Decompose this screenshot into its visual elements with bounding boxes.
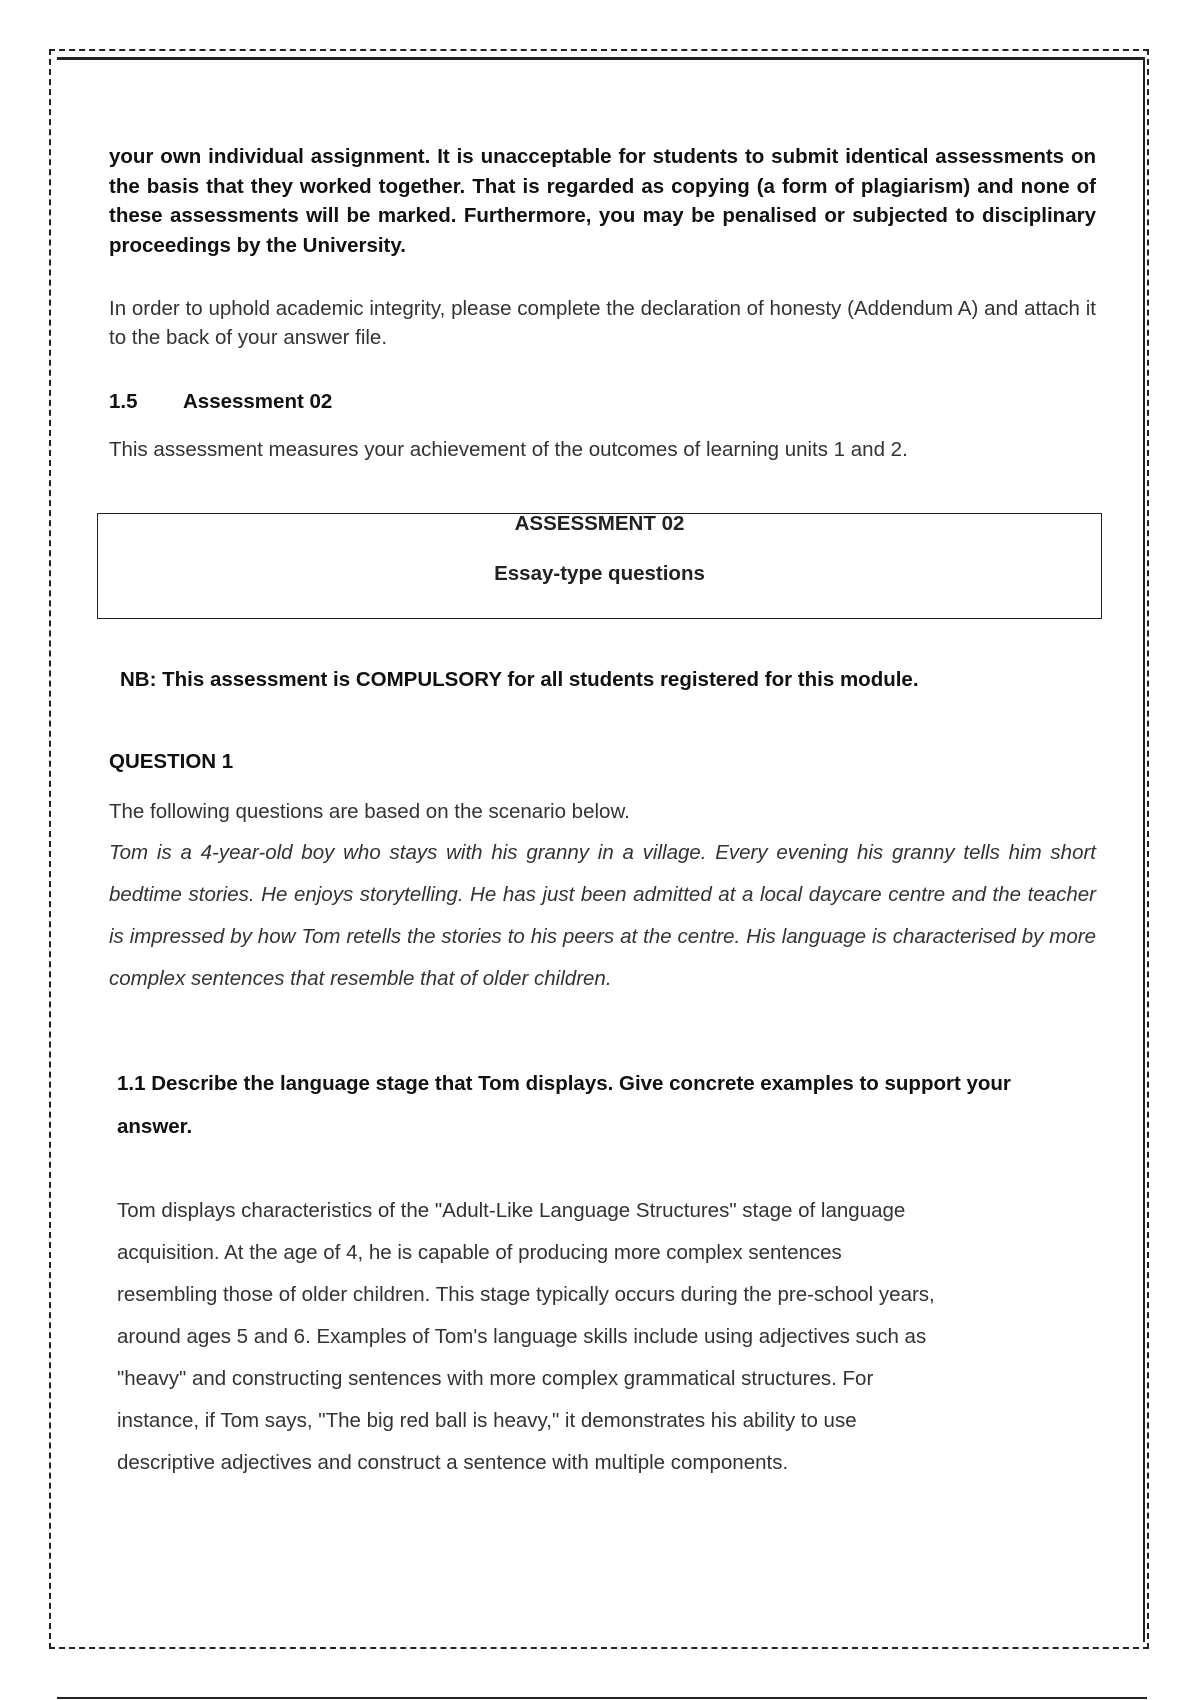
- answer-line: Tom displays characteristics of the "Adult-Like Language Structures" stage of language: [117, 1199, 906, 1222]
- section-heading: [109, 390, 1096, 414]
- section-number: 1.5: [109, 390, 138, 413]
- question-lead: The following questions are based on the scenario below.: [109, 800, 630, 823]
- answer-line: descriptive adjectives and construct a sentence with multiple components.: [117, 1451, 789, 1474]
- answer-line: around ages 5 and 6. Examples of Tom's language skills include using adjectives such as: [117, 1325, 927, 1348]
- section-text: This assessment measures your achievement of the outcomes of learning units 1 and 2.: [109, 438, 908, 461]
- question-heading: QUESTION 1: [109, 750, 234, 773]
- answer-line: instance, if Tom says, "The big red ball is heavy," it demonstrates his ability to use: [117, 1409, 857, 1432]
- assessment-box-title: ASSESSMENT 02: [514, 512, 685, 535]
- plagiarism-warning: your own individual assignment. It is unacceptable for students to submit identical assessments on the basis that they worked together. That is regarded as copying (a form of plagiarism) and none of these assessments will be marked. Furthermore, you may be penalised or subjected to disciplinary proceedings by the University.: [109, 145, 1096, 257]
- border-rule-right: [1143, 57, 1145, 1642]
- answer-line: acquisition. At the age of 4, he is capable of producing more complex sentences: [117, 1241, 842, 1264]
- question-1-1: 1.1 Describe the language stage that Tom displays. Give concrete examples to support your answer.: [117, 1072, 1011, 1138]
- scenario-text: Tom is a 4-year-old boy who stays with his granny in a village. Every evening his granny tells him short bedtime stories. He enjoys storytelling. He has just been admitted at a local daycare centre and the teacher is impressed by how Tom retells the stories to his peers at the centre. His language is characterised by more complex sentences that resemble that of older children.: [109, 841, 1096, 990]
- assessment-box: [97, 513, 1102, 619]
- section-title: Assessment 02: [183, 390, 333, 413]
- header-rule: [57, 57, 1143, 60]
- answer-line: "heavy" and constructing sentences with more complex grammatical structures. For: [117, 1367, 874, 1390]
- answer-line: resembling those of older children. This stage typically occurs during the pre-school years,: [117, 1283, 935, 1306]
- integrity-paragraph: In order to uphold academic integrity, please complete the declaration of honesty (Addendum A) and attach it to the back of your answer file.: [109, 297, 1096, 349]
- assessment-box-subtitle: Essay-type questions: [494, 562, 705, 585]
- answer-text: [117, 1190, 1107, 1484]
- nb-notice: NB: This assessment is COMPULSORY for all students registered for this module.: [120, 668, 919, 691]
- footer-rule: [57, 1697, 1147, 1699]
